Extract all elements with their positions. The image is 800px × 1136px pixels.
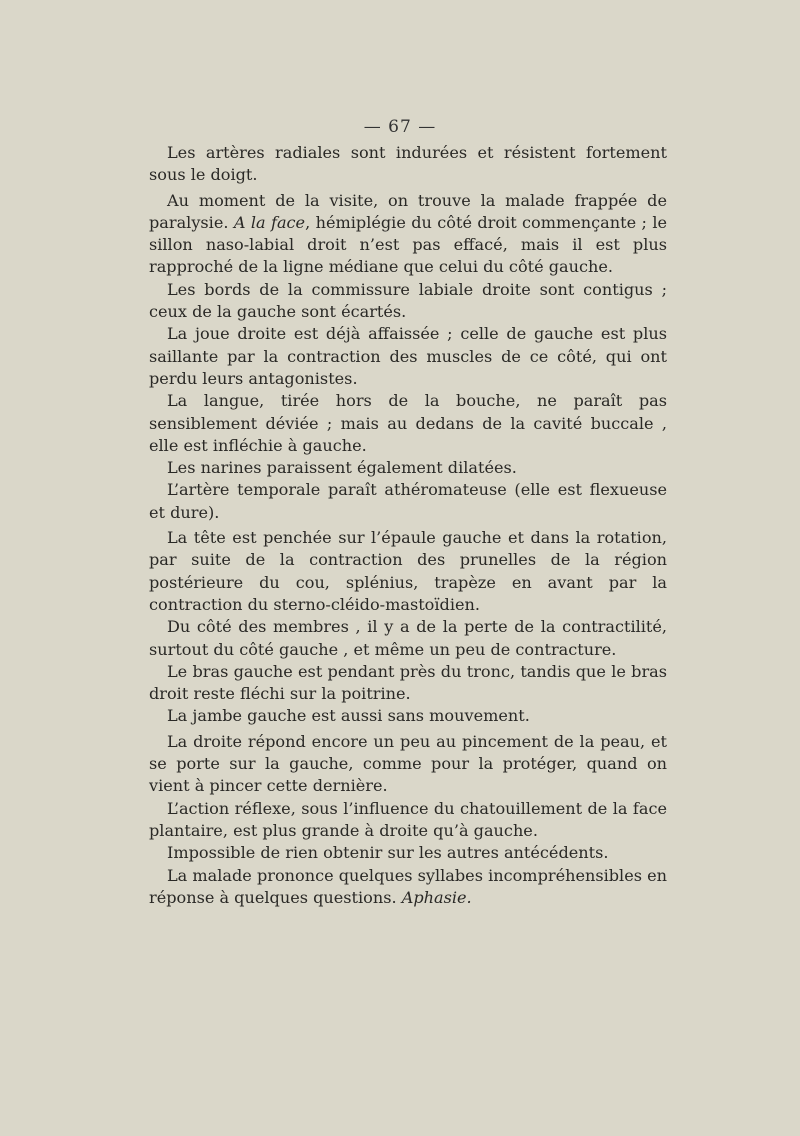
paragraph: Les bords de la commissure labiale droite sont contigus ; ceux de la gauche sont écartés.: [149, 279, 667, 322]
paragraph-text: La malade prononce quelques syllabes incompréhensibles en réponse à quelques questions.: [149, 865, 667, 907]
paragraph: [149, 865, 667, 910]
paragraph: La jambe gauche est aussi sans mouvement.: [167, 706, 530, 726]
paragraph: La langue, tirée hors de la bouche, ne paraît pas sensiblement déviée ; mais au dedans de la cavité buccale , elle est infléchie à gauche.: [149, 391, 667, 455]
italic-phrase: Aphasie.: [401, 887, 472, 907]
paragraph: Du côté des membres , il y a de la perte de la contractilité, surtout du côté gauche , et même un peu de contracture.: [149, 617, 667, 659]
paragraph: Les artères radiales sont indurées et résistent fortement sous le doigt.: [149, 143, 667, 185]
italic-phrase: A la face: [233, 212, 306, 232]
paragraph: L’action réflexe, sous l’influence du chatouillement de la face plantaire, est plus grande à droite qu’à gauche.: [149, 798, 667, 840]
paragraph: Les narines paraissent également dilatées.: [167, 458, 517, 478]
paragraph: Impossible de rien obtenir sur les autres antécédents.: [167, 843, 609, 863]
paragraph: Le bras gauche est pendant près du tronc, tandis que le bras droit reste fléchi sur la poitrine.: [149, 661, 667, 704]
paragraph: La joue droite est déjà affaissée ; celle de gauche est plus saillante par la contraction des muscles de ce côté, qui ont perdu leurs antagonistes.: [149, 324, 667, 388]
page-number: — 67 —: [363, 117, 437, 137]
body-text: [149, 142, 667, 909]
paragraph: [149, 190, 667, 279]
paragraph: L’artère temporale paraît athéromateuse (elle est flexueuse et dure).: [149, 480, 667, 522]
paragraph: La tête est penchée sur l’épaule gauche et dans la rotation, par suite de la contraction des prunelles de la région postérieure du cou, splénius, trapèze en avant par la contraction du sterno-cléido-mastoïdien.: [149, 528, 667, 614]
paragraph-text: Au moment de la visite, on trouve la malade frappée de paralysie.: [149, 190, 667, 232]
paragraph-text: , hémiplégie du côté droit commençante ; le sillon naso-labial droit n’est pas effacé, mais il est plus rapproché de la ligne médiane que celui du côté gauche.: [149, 212, 667, 277]
paragraph: La droite répond encore un peu au pincement de la peau, et se porte sur la gauche, comme pour la protéger, quand on vient à pincer cette dernière.: [149, 731, 667, 796]
